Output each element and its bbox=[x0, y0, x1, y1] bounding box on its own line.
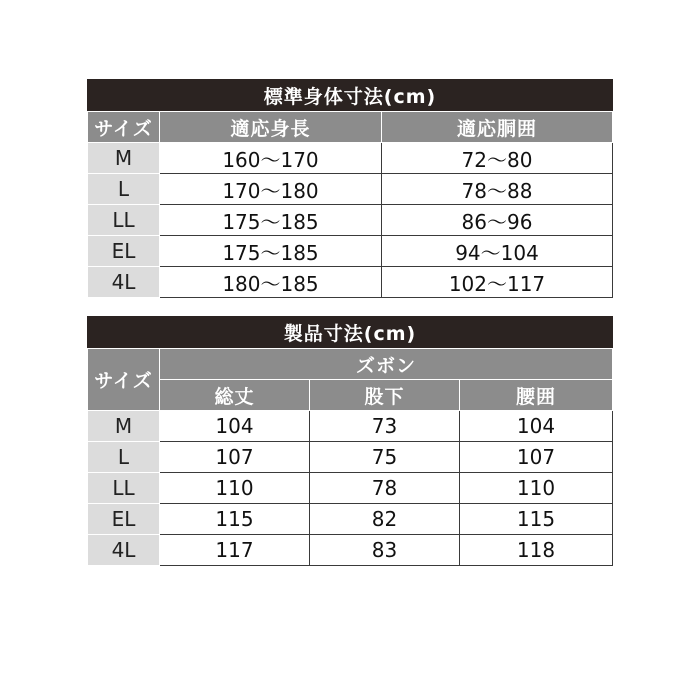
table-row bbox=[88, 504, 613, 535]
column-header-waist: 適応胴囲 bbox=[382, 112, 613, 143]
table-row bbox=[88, 236, 613, 267]
length-value: 117 bbox=[160, 535, 310, 566]
inseam-value: 73 bbox=[310, 411, 460, 442]
size-label: EL bbox=[88, 236, 160, 267]
product-size-table bbox=[87, 316, 613, 566]
size-label: LL bbox=[88, 473, 160, 504]
height-value: 175～185 bbox=[160, 236, 382, 267]
table-row bbox=[88, 174, 613, 205]
size-label: M bbox=[88, 143, 160, 174]
waist-value: 86～96 bbox=[382, 205, 613, 236]
size-label: 4L bbox=[88, 267, 160, 298]
title-row bbox=[88, 80, 613, 112]
length-value: 107 bbox=[160, 442, 310, 473]
height-value: 180～185 bbox=[160, 267, 382, 298]
inseam-value: 82 bbox=[310, 504, 460, 535]
waist-value: 94～104 bbox=[382, 236, 613, 267]
waist-value: 104 bbox=[460, 411, 613, 442]
waist-value: 110 bbox=[460, 473, 613, 504]
column-header-size: サイズ bbox=[88, 349, 160, 411]
table-row bbox=[88, 205, 613, 236]
column-header-length: 総丈 bbox=[160, 380, 310, 411]
group-header-row bbox=[88, 349, 613, 380]
table-title: 標準身体寸法(cm) bbox=[88, 80, 613, 112]
length-value: 104 bbox=[160, 411, 310, 442]
column-header-waist: 腰囲 bbox=[460, 380, 613, 411]
table-row bbox=[88, 535, 613, 566]
waist-value: 118 bbox=[460, 535, 613, 566]
size-label: L bbox=[88, 442, 160, 473]
waist-value: 107 bbox=[460, 442, 613, 473]
title-row bbox=[88, 317, 613, 349]
height-value: 160～170 bbox=[160, 143, 382, 174]
waist-value: 72～80 bbox=[382, 143, 613, 174]
header-row bbox=[88, 112, 613, 143]
column-header-size: サイズ bbox=[88, 112, 160, 143]
height-value: 175～185 bbox=[160, 205, 382, 236]
waist-value: 78～88 bbox=[382, 174, 613, 205]
waist-value: 102～117 bbox=[382, 267, 613, 298]
size-label: LL bbox=[88, 205, 160, 236]
length-value: 110 bbox=[160, 473, 310, 504]
size-label: EL bbox=[88, 504, 160, 535]
size-label: 4L bbox=[88, 535, 160, 566]
length-value: 115 bbox=[160, 504, 310, 535]
column-header-height: 適応身長 bbox=[160, 112, 382, 143]
table-row bbox=[88, 442, 613, 473]
inseam-value: 83 bbox=[310, 535, 460, 566]
size-label: M bbox=[88, 411, 160, 442]
table-row bbox=[88, 267, 613, 298]
header-row bbox=[88, 380, 613, 411]
table-row bbox=[88, 473, 613, 504]
table-row bbox=[88, 143, 613, 174]
column-header-inseam: 股下 bbox=[310, 380, 460, 411]
group-header-pants: ズボン bbox=[160, 349, 613, 380]
waist-value: 115 bbox=[460, 504, 613, 535]
standard-body-size-table bbox=[87, 79, 613, 298]
height-value: 170～180 bbox=[160, 174, 382, 205]
table-row bbox=[88, 411, 613, 442]
size-label: L bbox=[88, 174, 160, 205]
inseam-value: 78 bbox=[310, 473, 460, 504]
inseam-value: 75 bbox=[310, 442, 460, 473]
table-title: 製品寸法(cm) bbox=[88, 317, 613, 349]
